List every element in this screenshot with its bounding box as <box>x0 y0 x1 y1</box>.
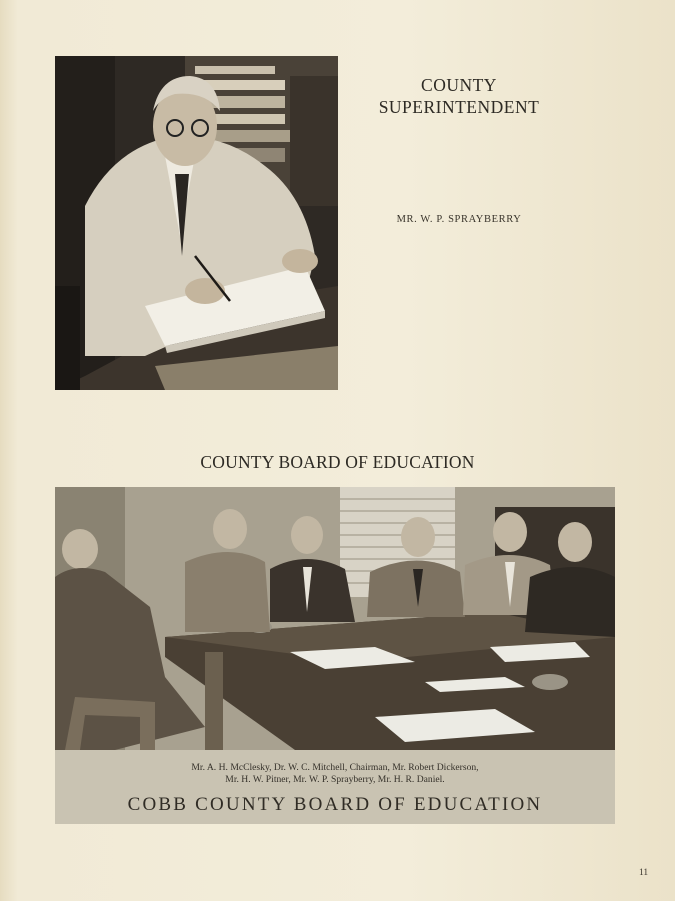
board-photo-caption <box>55 750 615 824</box>
superintendent-name: MR. W. P. SPRAYBERRY <box>396 214 522 225</box>
board-photo <box>55 487 615 750</box>
page-number: 11 <box>639 868 649 878</box>
superintendent-heading <box>350 74 568 118</box>
board-names-line1: Mr. A. H. McClesky, Dr. W. C. Mitchell, Chairman, Mr. Robert Dickerson, <box>191 762 479 773</box>
board-heading: COUNTY BOARD OF EDUCATION <box>200 452 475 472</box>
board-member-names <box>55 762 615 786</box>
superintendent-heading-line2: SUPERINTENDENT <box>378 97 540 117</box>
board-photo-title: COBB COUNTY BOARD OF EDUCATION <box>127 794 543 815</box>
superintendent-photo <box>55 56 338 390</box>
board-names-line2: Mr. H. W. Pitner, Mr. W. P. Sprayberry, Mr. H. R. Daniel. <box>225 774 445 785</box>
superintendent-heading-line1: COUNTY <box>421 75 497 95</box>
